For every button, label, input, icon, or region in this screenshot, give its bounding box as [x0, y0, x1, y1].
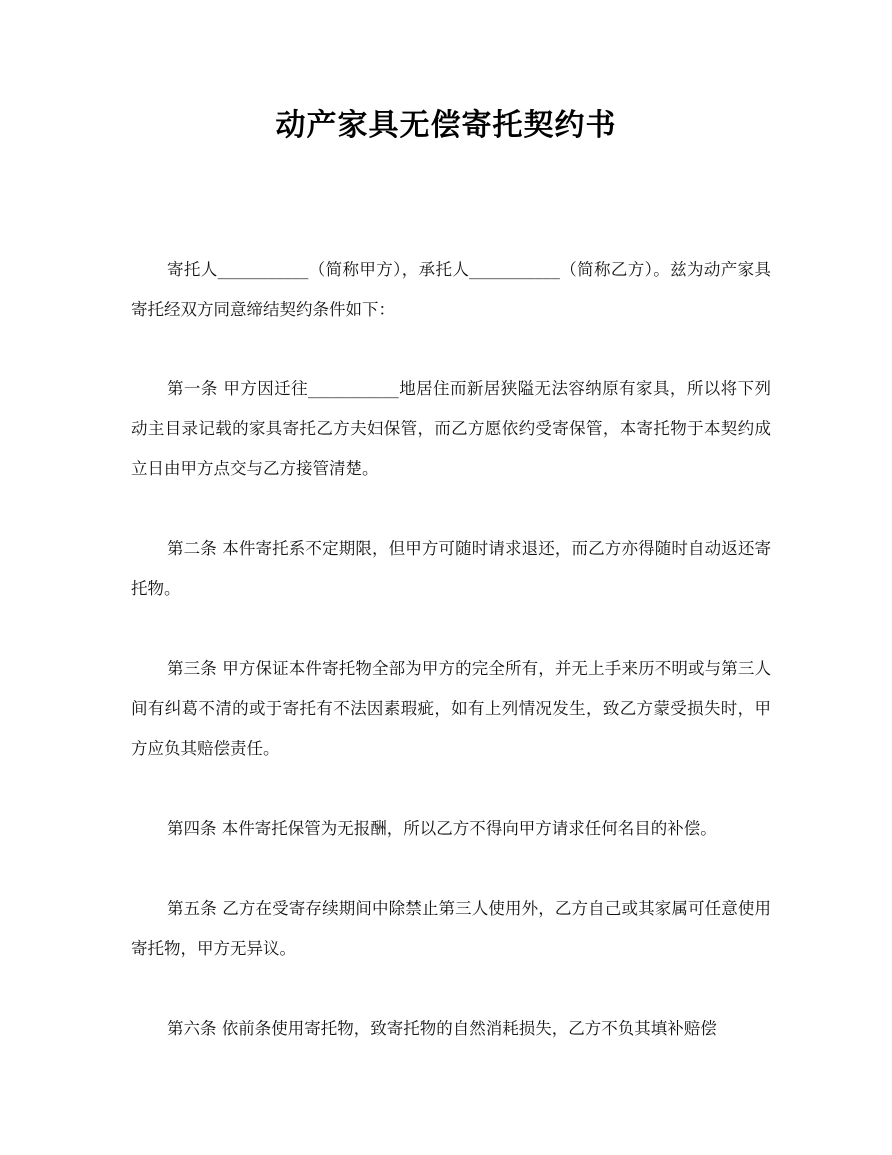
paragraph-preamble: 寄托人___________（简称甲方），承托人___________（简称乙方）。兹为动产家具寄托经双方同意缔结契约条件如下：: [131, 260, 771, 319]
paragraph-article-1: 第一条 甲方因迁往___________地居住而新居狭隘无法容纳原有家具，所以将下列动主目录记载的家具寄托乙方夫妇保管，而乙方愿依约受寄保管，本寄托物于本契约成立日由甲方点交与乙方接管清楚。: [131, 379, 771, 478]
document-title: 动产家具无偿寄托契约书: [275, 108, 617, 143]
paragraph-article-4: 第四条 本件寄托保管为无报酬，所以乙方不得向甲方请求任何名目的补偿。: [167, 819, 717, 838]
paragraph-article-5: 第五条 乙方在受寄存续期间中除禁止第三人使用外，乙方自己或其家属可任意使用寄托物，甲方无异议。: [131, 899, 771, 958]
paragraph-article-2: 第二条 本件寄托系不定期限，但甲方可随时请求退还，而乙方亦得随时自动返还寄托物。: [131, 539, 771, 598]
paragraph-article-3: 第三条 甲方保证本件寄托物全部为甲方的完全所有，并无上手来历不明或与第三人间有纠葛不清的或于寄托有不法因素瑕疵，如有上列情况发生，致乙方蒙受损失时，甲方应负其赔偿责任。: [131, 659, 771, 758]
paragraph-article-6: 第六条 依前条使用寄托物，致寄托物的自然消耗损失，乙方不负其填补赔偿: [167, 1019, 717, 1038]
